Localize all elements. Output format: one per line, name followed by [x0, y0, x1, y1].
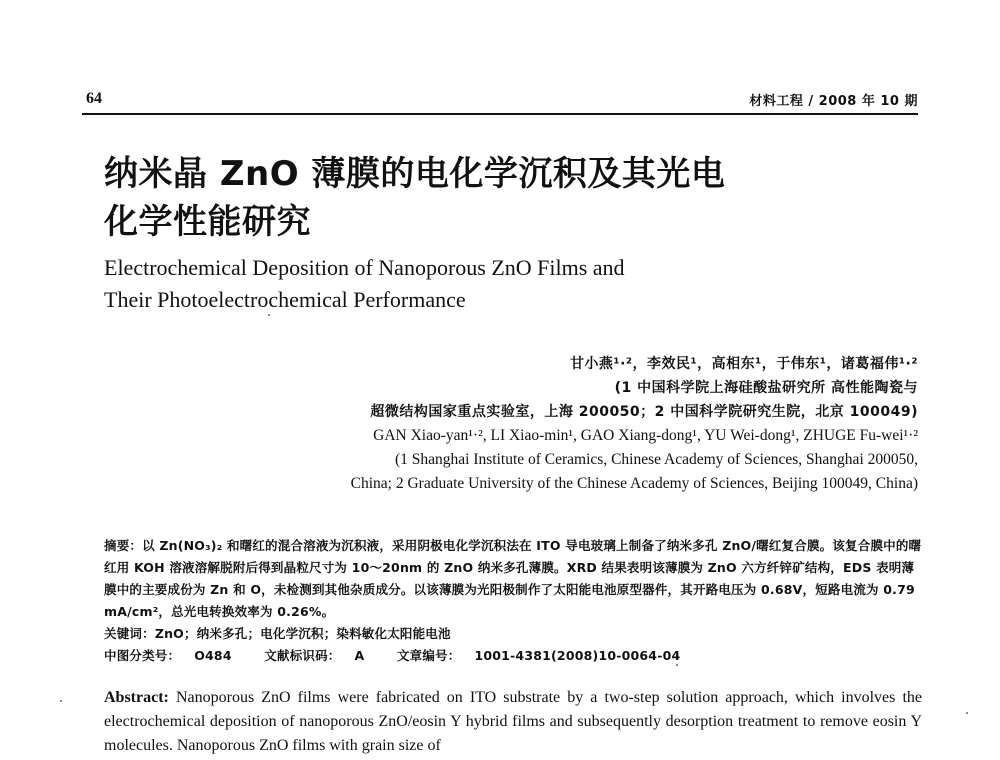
document-code-entry: [264, 648, 378, 663]
header-rule: [82, 113, 918, 115]
keywords-label: 关键词：: [104, 626, 155, 641]
english-affiliation-line-2: China; 2 Graduate University of the Chinese Academy of Sciences, Beijing 100049, China): [350, 475, 918, 492]
article-number-entry: [397, 648, 694, 663]
classification-label: 中图分类号：: [104, 648, 181, 663]
chinese-abstract: [104, 535, 922, 667]
chinese-affiliation-line-2: 超微结构国家重点实验室，上海 200050；2 中国科学院研究生院，北京 100049): [370, 404, 918, 420]
page-number: 64: [86, 90, 102, 107]
english-authors: GAN Xiao-yan¹·², LI Xiao-min¹, GAO Xiang-dong¹, YU Wei-dong¹, ZHUGE Fu-wei¹·²: [373, 427, 918, 444]
scan-speck: [268, 314, 270, 316]
chinese-abstract-paragraph: [104, 535, 922, 623]
article-number-label: 文章编号：: [396, 648, 461, 663]
keywords-line: [104, 623, 922, 645]
classification-line: [104, 645, 922, 667]
scan-speck: [676, 664, 678, 666]
classification-entry: [104, 648, 246, 663]
english-affiliation-line-1: (1 Shanghai Institute of Ceramics, Chinese Academy of Sciences, Shanghai 200050,: [394, 451, 918, 468]
document-code-value: A: [354, 648, 365, 663]
english-title-line-2: Their Photoelectrochemical Performance: [104, 287, 466, 312]
chinese-title: [104, 150, 764, 246]
scan-speck: [966, 712, 968, 714]
chinese-abstract-text: 以 Zn(NO₃)₂ 和曙红的混合溶液为沉积液，采用阴极电化学沉积法在 ITO 导电玻璃上制备了纳米多孔 ZnO/曙红复合膜。该复合膜中的曙红用 KOH 溶液溶解脱附后得到晶粒尺寸为 10～20nm 的 ZnO 纳米多孔薄膜。XRD 结果表明该薄膜为 ZnO 六方纤锌矿结构，EDS 表明薄膜中的主要成份为 Zn 和 O，未检测到其他杂质成分。以该薄膜为光阳极制作了太阳能电池原型器件，其开路电压为 0.68V，短路电流为 0.79 mA/cm²，总光电转换效率为 0.26%。: [104, 538, 922, 619]
chinese-authors: 甘小燕¹·²，李效民¹，高相东¹，于伟东¹，诸葛福伟¹·²: [569, 356, 918, 372]
scan-speck: [60, 700, 62, 702]
chinese-title-line-2: 化学性能研究: [104, 202, 311, 242]
keywords-text: ZnO；纳米多孔；电化学沉积；染料敏化太阳能电池: [154, 626, 451, 641]
english-title: [104, 252, 804, 316]
english-title-line-1: Electrochemical Deposition of Nanoporous ZnO Films and: [104, 255, 625, 280]
english-abstract-label: Abstract:: [104, 689, 169, 706]
author-block: [158, 352, 918, 496]
english-abstract-text: Nanoporous ZnO films were fabricated on ITO substrate by a two-step solution approach, which involves the electrochemical deposition of nanoporous ZnO/eosin Y hybrid films and subsequently desorption treatment to remove eosin Y molecules. Nanoporous ZnO films with grain size of: [104, 689, 922, 754]
chinese-title-line-1: 纳米晶 ZnO 薄膜的电化学沉积及其光电: [104, 154, 726, 194]
article-number-value: 1001-4381(2008)10-0064-04: [474, 648, 681, 663]
journal-issue: 材料工程 / 2008 年 10 期: [749, 94, 918, 109]
running-header: [86, 86, 918, 112]
chinese-affiliation-line-1: (1 中国科学院上海硅酸盐研究所 高性能陶瓷与: [614, 380, 918, 396]
classification-value: O484: [194, 648, 232, 663]
english-abstract: [104, 686, 922, 758]
document-code-label: 文献标识码：: [264, 648, 341, 663]
chinese-abstract-label: 摘要：: [104, 538, 143, 553]
